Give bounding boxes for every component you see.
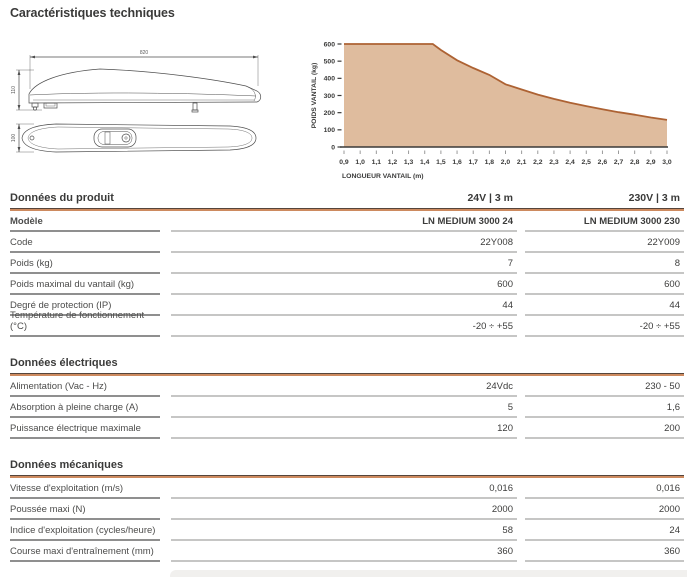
table-row — [10, 418, 684, 439]
x-tick-label: 1,6 — [452, 159, 462, 166]
dimension-height-label: 110 — [11, 86, 17, 94]
table-row — [10, 397, 684, 418]
y-tick-label: 600 — [323, 41, 335, 49]
top-view — [16, 124, 256, 152]
row-value: LN MEDIUM 3000 24 — [171, 211, 517, 232]
x-tick-label: 1,7 — [468, 159, 478, 166]
row-label: Poids (kg) — [10, 253, 160, 274]
row-value: 22Y009 — [525, 232, 684, 253]
spec-section — [10, 192, 684, 337]
x-tick-label: 1,3 — [403, 159, 414, 166]
row-value: -20 ÷ +55 — [171, 316, 517, 337]
spec-section — [10, 459, 684, 562]
y-tick-label: 500 — [323, 58, 335, 66]
row-value: 5 — [171, 397, 517, 418]
x-tick-label: 1,5 — [436, 159, 446, 166]
row-value: 120 — [171, 418, 517, 439]
section-header — [10, 357, 684, 369]
row-label: Course maxi d'entraînement (mm) — [10, 541, 160, 562]
table-row — [10, 310, 684, 337]
row-value: 7 — [171, 253, 517, 274]
area-series — [344, 44, 667, 147]
y-axis-label: POIDS VANTAIL (kg) — [311, 62, 318, 129]
x-tick-label: 2,1 — [516, 159, 527, 166]
table-row — [10, 274, 684, 295]
y-tick-label: 400 — [323, 75, 335, 83]
table-row — [10, 232, 684, 253]
x-tick-label: 2,4 — [565, 159, 575, 166]
x-tick-label: 1,4 — [420, 159, 430, 166]
row-value: 0,016 — [525, 478, 684, 499]
section-header — [10, 459, 684, 471]
spec-tables — [10, 192, 684, 562]
row-label: Vitesse d'exploitation (m/s) — [10, 478, 160, 499]
x-tick-label: 0,9 — [339, 159, 349, 166]
row-label: Poids maximal du vantail (kg) — [10, 274, 160, 295]
x-tick-label: 2,9 — [646, 159, 656, 166]
technical-drawing-svg — [8, 36, 308, 181]
column-header: 230V | 3 m — [628, 192, 680, 204]
row-value: 24 — [525, 520, 684, 541]
table-row — [10, 478, 684, 499]
row-value: 24Vdc — [171, 376, 517, 397]
x-tick-label: 1,0 — [355, 159, 365, 166]
y-tick-label: 0 — [331, 144, 335, 152]
next-section-edge — [170, 570, 687, 577]
row-value: 1,6 — [525, 397, 684, 418]
x-tick-label: 2,0 — [500, 159, 511, 166]
x-tick-label: 3,0 — [662, 159, 672, 166]
weight-length-chart-svg — [308, 36, 687, 186]
dimension-width-label: 100 — [11, 133, 17, 143]
x-tick-label: 1,1 — [371, 159, 382, 166]
table-row — [10, 376, 684, 397]
page-title: Caractéristiques techniques — [10, 6, 175, 20]
row-label: Absorption à pleine charge (A) — [10, 397, 160, 418]
x-tick-label: 2,5 — [581, 159, 591, 166]
row-value: 600 — [525, 274, 684, 295]
row-value: 44 — [525, 295, 684, 316]
table-row — [10, 541, 684, 562]
table-row — [10, 253, 684, 274]
x-tick-label: 2,8 — [629, 159, 640, 166]
x-tick-label: 2,6 — [597, 159, 608, 166]
dimension-length-label: 820 — [139, 50, 149, 56]
x-tick-label: 2,7 — [613, 159, 624, 166]
section-title: Données du produit — [10, 192, 114, 204]
row-value: 200 — [525, 418, 684, 439]
row-value: 0,016 — [171, 478, 517, 499]
row-value: -20 ÷ +55 — [525, 316, 684, 337]
table-row — [10, 499, 684, 520]
technical-drawing — [8, 36, 308, 181]
y-tick-label: 100 — [323, 127, 335, 135]
column-header: 24V | 3 m — [467, 192, 513, 204]
row-value: 22Y008 — [171, 232, 517, 253]
side-view — [16, 55, 261, 112]
row-value: 44 — [171, 295, 517, 316]
x-axis-label: LONGUEUR VANTAIL (m) — [342, 173, 424, 180]
y-tick-label: 300 — [323, 92, 335, 100]
row-label: Code — [10, 232, 160, 253]
row-value: 58 — [171, 520, 517, 541]
x-tick-label: 2,3 — [549, 159, 559, 166]
row-value: 230 - 50 — [525, 376, 684, 397]
row-label: Modèle — [10, 211, 160, 232]
y-tick-label: 200 — [323, 110, 335, 118]
row-label: Puissance électrique maximale — [10, 418, 160, 439]
row-label: Alimentation (Vac - Hz) — [10, 376, 160, 397]
x-tick-label: 1,2 — [387, 159, 398, 166]
row-value: 600 — [171, 274, 517, 295]
x-tick-label: 2,2 — [533, 159, 543, 166]
row-value: LN MEDIUM 3000 230 — [525, 211, 684, 232]
row-value: 2000 — [525, 499, 684, 520]
section-header — [10, 192, 684, 204]
row-label: Degré de protection (IP) — [10, 295, 160, 316]
table-row — [10, 520, 684, 541]
row-value: 2000 — [171, 499, 517, 520]
row-label: Indice d'exploitation (cycles/heure) — [10, 520, 160, 541]
row-label: Poussée maxi (N) — [10, 499, 160, 520]
section-title: Données mécaniques — [10, 459, 124, 471]
weight-length-chart — [308, 36, 687, 186]
table-row — [10, 211, 684, 232]
spec-section — [10, 357, 684, 439]
section-title: Données électriques — [10, 357, 118, 369]
row-value: 360 — [171, 541, 517, 562]
row-label: Température de fonctionnement (°C) — [10, 316, 160, 337]
x-tick-label: 1,8 — [484, 159, 495, 166]
row-value: 8 — [525, 253, 684, 274]
row-value: 360 — [525, 541, 684, 562]
